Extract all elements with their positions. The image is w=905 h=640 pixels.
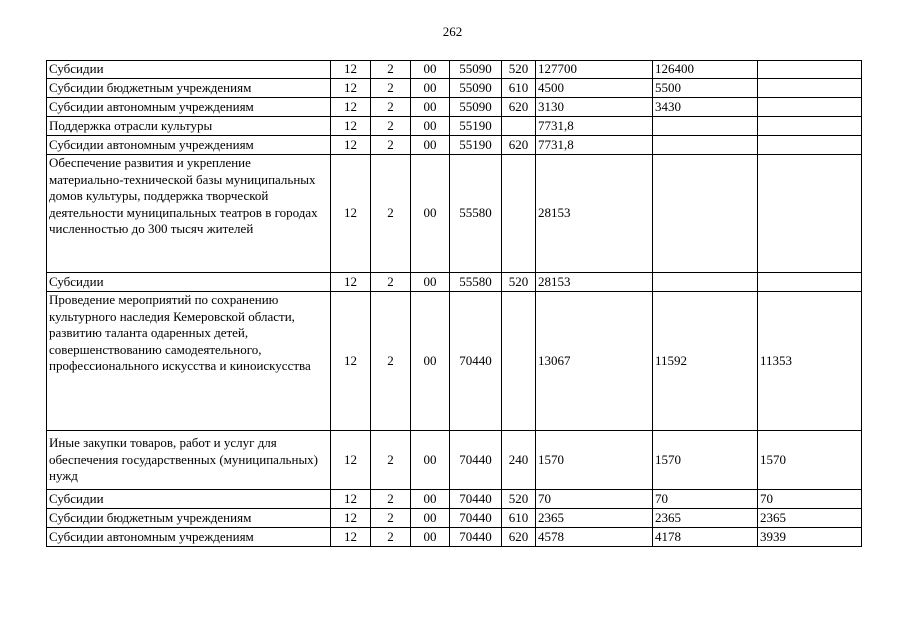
col-expense-type: 520 (502, 490, 536, 509)
col-amount-2: 4178 (653, 528, 758, 547)
row-name: Проведение мероприятий по сохранению культурного наследия Кемеровской области, развитию таланта одаренных детей, совершенствованию самодеятельного, профессионального искусства и киноискусства (47, 292, 331, 431)
col-expense-type: 520 (502, 61, 536, 79)
col-subsection: 2 (371, 490, 411, 509)
col-direction: 70440 (450, 431, 502, 490)
table-row (47, 509, 862, 528)
col-amount-1: 70 (536, 490, 653, 509)
col-amount-1: 28153 (536, 155, 653, 273)
col-amount-3: 2365 (758, 509, 862, 528)
col-amount-1: 1570 (536, 431, 653, 490)
col-subsection: 2 (371, 509, 411, 528)
col-program: 00 (411, 61, 450, 79)
table-row (47, 98, 862, 117)
col-subsection: 2 (371, 292, 411, 431)
row-name: Поддержка отрасли культуры (47, 117, 331, 136)
row-name: Субсидии (47, 61, 331, 79)
budget-table (46, 60, 862, 547)
col-amount-3: 11353 (758, 292, 862, 431)
col-section: 12 (331, 136, 371, 155)
col-direction: 55190 (450, 117, 502, 136)
table-row (47, 155, 862, 273)
col-amount-1: 13067 (536, 292, 653, 431)
col-amount-3 (758, 155, 862, 273)
col-program: 00 (411, 98, 450, 117)
col-section: 12 (331, 490, 371, 509)
row-name: Обеспечение развития и укрепление материально-технической базы муниципальных домов культуры, поддержка творческой деятельности муниципальных театров в городах численностью до 300 тысяч жителей (47, 155, 331, 273)
col-direction: 70440 (450, 509, 502, 528)
col-amount-3 (758, 61, 862, 79)
col-amount-2: 70 (653, 490, 758, 509)
table-row (47, 292, 862, 431)
col-subsection: 2 (371, 273, 411, 292)
col-program: 00 (411, 79, 450, 98)
col-subsection: 2 (371, 98, 411, 117)
col-amount-2: 5500 (653, 79, 758, 98)
col-amount-1: 4500 (536, 79, 653, 98)
col-section: 12 (331, 528, 371, 547)
col-subsection: 2 (371, 528, 411, 547)
table-row (47, 431, 862, 490)
col-section: 12 (331, 509, 371, 528)
table-row (47, 117, 862, 136)
table-row (47, 528, 862, 547)
col-amount-2: 126400 (653, 61, 758, 79)
col-expense-type: 610 (502, 509, 536, 528)
col-amount-3 (758, 117, 862, 136)
row-name: Субсидии автономным учреждениям (47, 98, 331, 117)
col-program: 00 (411, 490, 450, 509)
col-subsection: 2 (371, 431, 411, 490)
col-amount-2: 2365 (653, 509, 758, 528)
col-direction: 55090 (450, 98, 502, 117)
table-row (47, 79, 862, 98)
col-section: 12 (331, 98, 371, 117)
row-name: Субсидии бюджетным учреждениям (47, 79, 331, 98)
table-row (47, 136, 862, 155)
col-program: 00 (411, 431, 450, 490)
row-name: Субсидии автономным учреждениям (47, 528, 331, 547)
col-subsection: 2 (371, 117, 411, 136)
table-row (47, 273, 862, 292)
col-section: 12 (331, 155, 371, 273)
row-name: Субсидии (47, 490, 331, 509)
col-amount-2: 1570 (653, 431, 758, 490)
col-section: 12 (331, 117, 371, 136)
col-section: 12 (331, 79, 371, 98)
col-subsection: 2 (371, 61, 411, 79)
col-amount-1: 4578 (536, 528, 653, 547)
col-expense-type: 240 (502, 431, 536, 490)
col-amount-1: 127700 (536, 61, 653, 79)
col-direction: 55090 (450, 79, 502, 98)
col-amount-1: 7731,8 (536, 136, 653, 155)
row-name: Субсидии автономным учреждениям (47, 136, 331, 155)
page-number: 262 (442, 24, 463, 39)
col-program: 00 (411, 292, 450, 431)
col-expense-type: 620 (502, 136, 536, 155)
col-subsection: 2 (371, 155, 411, 273)
col-direction: 70440 (450, 528, 502, 547)
col-direction: 55580 (450, 155, 502, 273)
table-row (47, 490, 862, 509)
col-subsection: 2 (371, 79, 411, 98)
col-section: 12 (331, 292, 371, 431)
col-subsection: 2 (371, 136, 411, 155)
col-program: 00 (411, 155, 450, 273)
col-amount-2 (653, 136, 758, 155)
col-expense-type: 610 (502, 79, 536, 98)
table-row (47, 61, 862, 79)
col-program: 00 (411, 528, 450, 547)
col-amount-3: 70 (758, 490, 862, 509)
col-section: 12 (331, 273, 371, 292)
col-section: 12 (331, 431, 371, 490)
col-amount-3: 1570 (758, 431, 862, 490)
col-amount-3 (758, 98, 862, 117)
col-direction: 55580 (450, 273, 502, 292)
col-expense-type: 520 (502, 273, 536, 292)
col-program: 00 (411, 273, 450, 292)
col-amount-1: 2365 (536, 509, 653, 528)
row-name: Субсидии бюджетным учреждениям (47, 509, 331, 528)
col-amount-2 (653, 155, 758, 273)
col-expense-type (502, 292, 536, 431)
col-amount-1: 7731,8 (536, 117, 653, 136)
col-amount-1: 3130 (536, 98, 653, 117)
col-program: 00 (411, 117, 450, 136)
col-amount-2: 11592 (653, 292, 758, 431)
col-amount-2: 3430 (653, 98, 758, 117)
col-expense-type: 620 (502, 528, 536, 547)
col-amount-3 (758, 136, 862, 155)
row-name: Иные закупки товаров, работ и услуг для обеспечения государственных (муниципальных) нужд (47, 431, 331, 490)
col-direction: 70440 (450, 292, 502, 431)
col-section: 12 (331, 61, 371, 79)
col-expense-type (502, 117, 536, 136)
col-amount-3: 3939 (758, 528, 862, 547)
col-amount-3 (758, 79, 862, 98)
col-expense-type: 620 (502, 98, 536, 117)
col-amount-1: 28153 (536, 273, 653, 292)
col-amount-2 (653, 273, 758, 292)
col-direction: 70440 (450, 490, 502, 509)
col-amount-2 (653, 117, 758, 136)
col-direction: 55190 (450, 136, 502, 155)
col-expense-type (502, 155, 536, 273)
col-direction: 55090 (450, 61, 502, 79)
col-program: 00 (411, 136, 450, 155)
row-name: Субсидии (47, 273, 331, 292)
col-program: 00 (411, 509, 450, 528)
col-amount-3 (758, 273, 862, 292)
